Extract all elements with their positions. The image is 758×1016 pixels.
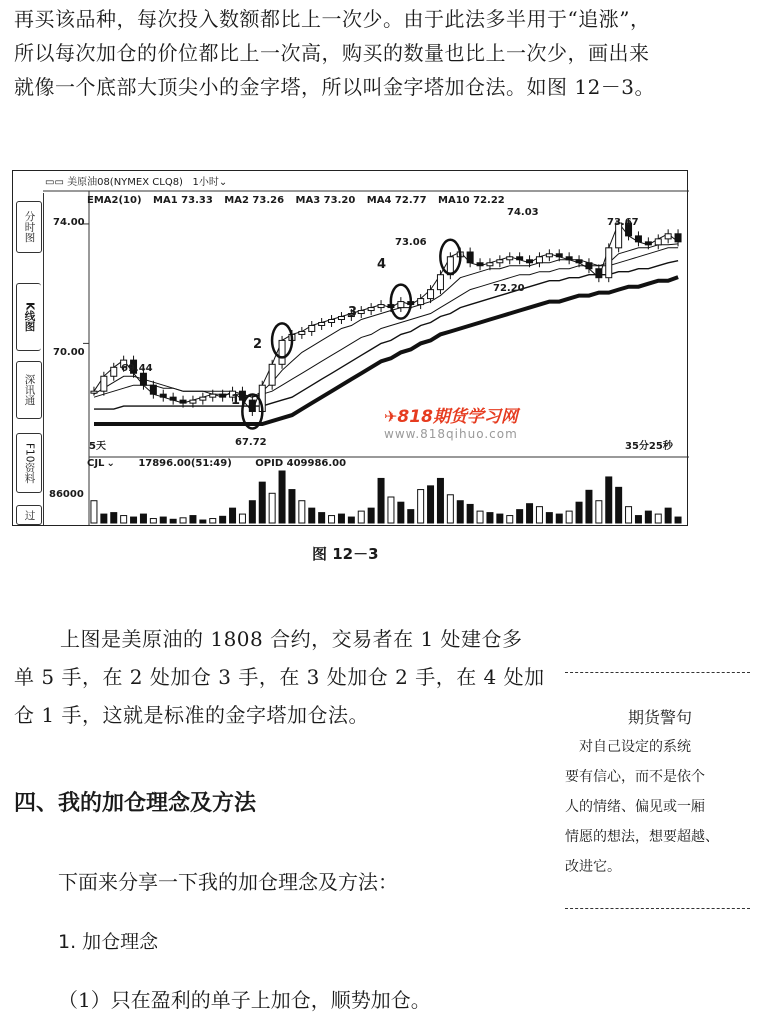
candle — [447, 257, 453, 275]
candle — [437, 275, 443, 290]
candle — [91, 391, 97, 393]
candle — [368, 308, 374, 311]
volume-bar — [536, 507, 542, 523]
candle — [596, 269, 602, 278]
volume-bar — [586, 490, 592, 523]
volume-bar — [527, 504, 533, 523]
volume-bar — [180, 518, 186, 523]
price-note: 69.44 — [121, 363, 153, 374]
candle — [655, 239, 661, 245]
y-tick-label: 70.00 — [53, 347, 85, 358]
candle — [220, 394, 226, 397]
ma-line — [94, 261, 678, 409]
chevron-down-icon[interactable]: ⌄ — [218, 177, 228, 188]
price-note: 67.72 — [235, 437, 267, 448]
chevron-down-icon[interactable]: ⌄ — [106, 458, 115, 469]
volume-bar — [101, 514, 107, 523]
chart-header — [45, 173, 227, 188]
candle — [546, 254, 552, 257]
candle — [507, 257, 513, 260]
volume-bar — [596, 501, 602, 523]
volume-bar — [220, 516, 226, 523]
volume-bar — [487, 513, 493, 523]
candle — [665, 234, 671, 239]
candle — [249, 400, 255, 411]
candle — [309, 325, 315, 331]
volume-bar — [408, 510, 414, 523]
candle — [487, 263, 493, 266]
candle — [566, 257, 572, 260]
volume-bar — [338, 514, 344, 523]
volume-bar — [249, 501, 255, 523]
kline-chart — [12, 170, 688, 526]
volume-bar — [269, 493, 275, 523]
volume-bar — [428, 486, 434, 523]
volume-bar — [230, 508, 236, 523]
figure-caption: 图 12－3 — [312, 545, 379, 563]
candle — [536, 257, 542, 263]
ma1-label: MA1 73.33 — [153, 195, 213, 206]
explanation-paragraph — [14, 620, 545, 734]
volume-bar — [111, 513, 117, 523]
candle — [329, 320, 335, 323]
sidebar-line: 对自己设定的系统 — [565, 739, 691, 755]
sidebar-line: 情愿的想法，想要超越、 — [565, 829, 719, 845]
volume-bar — [190, 516, 196, 523]
add-point-label: 3 — [348, 305, 358, 320]
candle — [338, 317, 344, 320]
intro-paragraph — [14, 2, 744, 104]
candle — [279, 340, 285, 364]
candle — [428, 290, 434, 299]
volume-bar — [447, 495, 453, 523]
candle — [140, 373, 146, 385]
cjl-label[interactable]: CJL — [87, 458, 105, 469]
candle — [190, 400, 196, 403]
candle — [160, 394, 166, 397]
volume-bar — [319, 513, 325, 523]
watermark — [384, 402, 518, 441]
volume-bar — [675, 517, 681, 523]
candle — [635, 236, 641, 242]
candle — [269, 364, 275, 385]
ma2-label: MA2 73.26 — [224, 195, 285, 206]
ma3-label: MA3 73.20 — [295, 195, 356, 206]
add-point-label: 2 — [253, 337, 263, 352]
volume-bar — [309, 508, 315, 523]
candle — [150, 385, 156, 394]
contract-title: 美原油08(NYMEX CLQ8) — [67, 177, 183, 188]
candle — [586, 263, 592, 269]
watermark-title: 818期货学习网 — [397, 407, 518, 427]
volume-bar — [645, 511, 651, 523]
ma10-label: MA10 72.22 — [438, 195, 505, 206]
candle — [477, 263, 483, 266]
volume-bar — [655, 514, 661, 523]
range-label: 5天 — [89, 441, 106, 452]
candle — [467, 252, 473, 263]
candle — [576, 260, 582, 263]
section-intro: 下面来分享一下我的加仓理念及方法： — [58, 870, 398, 894]
candle — [200, 397, 206, 400]
price-line — [94, 223, 678, 412]
add-point-label: 1 — [231, 393, 241, 408]
open-interest: OPID 409986.00 — [255, 458, 347, 469]
price-note: 74.03 — [507, 207, 539, 218]
ma-legend — [87, 195, 513, 206]
volume-bar — [388, 497, 394, 523]
text-line: 仓 1 手，这就是标准的金字塔加仓法。 — [14, 703, 369, 727]
volume-bar — [546, 513, 552, 523]
text-line: 再买该品种，每次投入数额都比上一次少。由于此法多半用于“追涨”， — [14, 7, 651, 31]
volume-bar — [368, 508, 374, 523]
candle — [517, 257, 523, 260]
tab-kline[interactable]: K线图 — [16, 283, 41, 351]
volume-bar — [160, 517, 166, 523]
candle — [299, 331, 305, 334]
candle — [319, 322, 325, 325]
text-line: 上图是美原油的 1808 合约，交易者在 1 处建仓多 — [60, 627, 523, 651]
y-tick-label: 74.00 — [53, 217, 85, 228]
volume-legend — [87, 458, 366, 469]
volume-bar — [91, 501, 97, 523]
tab-timeline[interactable]: 分时图 — [16, 201, 42, 253]
candle — [210, 394, 216, 397]
period-select[interactable]: 1小时 — [192, 177, 219, 188]
volume-bar — [477, 511, 483, 523]
side-tabs — [13, 193, 44, 525]
volume-bar — [279, 471, 285, 523]
volume-bar — [259, 482, 265, 523]
section-heading: 四、我的加仓理念及方法 — [14, 791, 257, 816]
volume-bar — [635, 516, 641, 523]
tab-f10[interactable]: F10资料 — [16, 433, 42, 493]
volume-bar — [210, 519, 216, 523]
sidebar-line: 改进它。 — [565, 859, 621, 875]
flame-logo-icon: ✈ — [384, 407, 398, 426]
candle — [101, 376, 107, 391]
divider — [565, 672, 750, 673]
menu-icon[interactable]: ▭▭ — [45, 177, 68, 188]
text-line: 单 5 手，在 2 处加仓 3 手，在 3 处加仓 2 手，在 4 处加 — [14, 665, 545, 689]
sidebar-body — [565, 732, 755, 882]
text-line: 所以每次加仓的价位都比上一次高，购买的数量也比上一次少，画出来 — [14, 41, 650, 65]
candle — [645, 242, 651, 245]
volume-bar — [418, 490, 424, 523]
volume-bar — [358, 511, 364, 523]
candle — [418, 299, 424, 305]
candle — [358, 311, 364, 314]
volume-bar — [616, 487, 622, 523]
candle — [497, 260, 503, 263]
candle — [675, 234, 681, 242]
volume-bar — [497, 514, 503, 523]
candle — [606, 248, 612, 278]
price-note: 73.67 — [607, 217, 639, 228]
text-line: 就像一个底部大顶尖小的金字塔，所以叫金字塔加仓法。如图 12－3。 — [14, 75, 656, 99]
candle — [180, 400, 186, 403]
volume-bar — [576, 502, 582, 523]
volume-bar — [289, 490, 295, 523]
point-text: （1）只在盈利的单子上加仓，顺势加仓。 — [58, 988, 431, 1012]
candle — [398, 302, 404, 308]
divider — [565, 908, 750, 909]
volume-bar — [566, 511, 572, 523]
tab-more[interactable]: 过 — [16, 505, 42, 525]
volume-bar — [665, 508, 671, 523]
chart-canvas — [13, 171, 689, 527]
volume-bar — [507, 516, 513, 523]
candle — [111, 367, 117, 376]
tab-news[interactable]: 深讯通 — [16, 361, 42, 419]
candle — [527, 260, 533, 263]
sidebar-title: 期货警句 — [627, 708, 692, 727]
volume-bar — [348, 517, 354, 523]
candle — [556, 254, 562, 257]
price-note: 73.06 — [395, 237, 427, 248]
ma4-label: MA4 72.77 — [366, 195, 427, 206]
volume-bar — [378, 478, 384, 523]
volume-bar — [131, 517, 137, 523]
add-point-label: 4 — [377, 257, 387, 272]
watermark-url: www.818qihuo.com — [384, 427, 518, 441]
sidebar-quote — [565, 672, 755, 909]
volume-bar — [140, 514, 146, 523]
volume-bar — [329, 516, 335, 523]
timer-label: 35分25秒 — [625, 441, 673, 452]
ema-label[interactable]: EMA2(10) — [87, 195, 142, 206]
volume-bar — [299, 501, 305, 523]
volume-bar — [170, 519, 176, 523]
volume-bar — [437, 478, 443, 523]
sub-heading: 1. 加仓理念 — [58, 931, 159, 953]
volume-bar — [150, 519, 156, 523]
volume-bar — [121, 516, 127, 523]
volume-bar — [200, 520, 206, 523]
volume-bar — [467, 504, 473, 523]
volume-bar — [606, 477, 612, 523]
price-note: 72.20 — [493, 283, 525, 294]
candle — [170, 397, 176, 400]
volume-bar — [556, 514, 562, 523]
volume-bar — [457, 501, 463, 523]
volume-tick-label: 86000 — [49, 489, 84, 500]
volume-value: 17896.00(51:49) — [138, 458, 232, 469]
volume-bar — [517, 510, 523, 523]
sidebar-line: 要有信心，而不是依个 — [565, 769, 705, 785]
sidebar-line: 人的情绪、偏见或一厢 — [565, 799, 705, 815]
candle — [378, 305, 384, 308]
volume-bar — [239, 514, 245, 523]
volume-bar — [398, 502, 404, 523]
volume-bar — [626, 507, 632, 523]
